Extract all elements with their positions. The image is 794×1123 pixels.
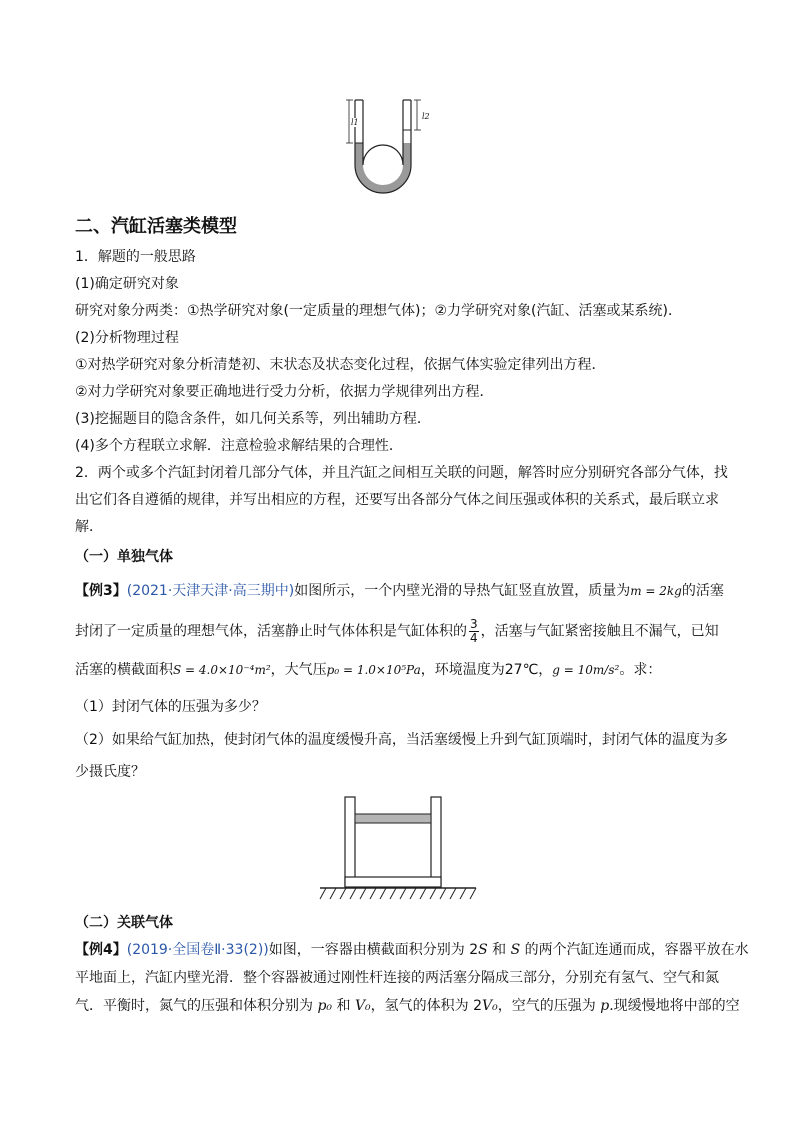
example4-source: (2019·全国卷Ⅱ·33(2)) [126,942,269,958]
text-line: (2)分析物理过程 [75,330,179,346]
subheading-single-gas: （一）单独气体 [75,549,173,565]
example3-line3 [75,660,661,680]
question-1: （1）封闭气体的压强为多少？ [75,699,266,715]
variable-s: S [478,942,488,958]
text-line: (3)挖掘题目的隐含条件，如几何关系等，列出辅助方程． [75,411,431,427]
text-line: 研究对象分两类：①热学研究对象(一定质量的理想气体)；②力学研究对象(汽缸、活塞或某系统)． [75,303,682,319]
question-2-line2: 少摄氏度？ [75,764,145,780]
text-line: ②对力学研究对象要正确地进行受力分析，依据力学规律列出方程． [75,384,494,400]
variable-v0: V₀ [482,998,498,1014]
text: ，活塞与气缸紧密接触且不漏气，已知 [480,623,719,640]
fraction-three-quarters [469,618,479,645]
text: 和 [487,942,511,958]
variable-v0: V₀ [354,998,371,1014]
text: ，环境温度为27℃， [420,662,553,678]
text: 封闭了一定质量的理想气体，活塞静止时气体体积是气缸体积的 [75,623,467,640]
fraction-numerator: 3 [470,617,478,631]
text: 的两个汽缸连通而成，容器平放在水 [520,942,749,958]
text: 活塞的横截面积 [75,662,173,678]
text: 。求： [619,662,662,678]
section-heading: 二、汽缸活塞类模型 [75,216,237,237]
example3-line2 [75,618,719,645]
text-line: ①对热学研究对象分析清楚初、末状态及状态变化过程，依据气体实验定律列出方程． [75,357,606,373]
text: ，空气的压强为 [497,998,601,1014]
gravity-formula: g = 10m/s² [552,663,620,677]
example4-line1 [75,940,749,960]
variable-p: p [600,998,610,1014]
variable-s: S [510,942,521,958]
text: ，氢气的体积为 2 [370,998,483,1014]
example3-source: (2021·天津天津·高三期中) [126,583,295,599]
utube-label-l2: l2 [422,112,430,121]
mass-formula: m = 2kg [630,584,682,598]
u-tube-figure [345,95,445,205]
text-line: 2．两个或多个汽缸封闭着几部分气体，并且汽缸之间相互关联的问题，解答时应分别研究各部分气体，找 [75,465,728,481]
variable-p0: p₀ [317,998,333,1014]
pressure-formula: p₀ = 1.0×10⁵Pa [326,663,421,677]
text-line: (1)确定研究对象 [75,276,179,292]
text: 的活塞 [681,583,724,599]
utube-label-l1: l1 [351,118,359,127]
example4-tag: 【例4】 [75,942,127,958]
text-line: (4)多个方程联立求解．注意检验求解结果的合理性． [75,438,403,454]
text: 如图所示，一个内壁光滑的导热气缸竖直放置，质量为 [294,583,631,599]
example3-tag: 【例3】 [75,583,127,599]
cylinder-figure [318,795,478,903]
example4-line3 [75,996,740,1016]
text-line: 1．解题的一般思路 [75,249,196,265]
example4-line2: 平地面上，汽缸内壁光滑．整个容器被通过刚性杆连接的两活塞分隔成三部分，分别充有氢气、空气和氮 [75,970,719,986]
text: .现缓慢地将中部的空 [609,998,740,1014]
fraction-denominator: 4 [470,631,478,645]
example3-line1 [75,581,724,601]
subheading-linked-gas: （二）关联气体 [75,915,173,931]
question-2-line1: （2）如果给气缸加热，使封闭气体的温度缓慢升高，当活塞缓慢上升到气缸顶端时，封闭气体的温度为多 [75,732,728,748]
area-formula: S = 4.0×10⁻⁴m² [173,663,271,677]
text: 和 [332,998,355,1014]
text: ，大气压 [270,662,327,678]
text-line: 出它们各自遵循的规律，并写出相应的方程，还要写出各部分气体之间压强或体积的关系式，最后联立求 [75,492,719,508]
text-line: 解． [75,519,103,535]
text: 气．平衡时，氮气的压强和体积分别为 [75,998,318,1014]
text: 如图，一容器由横截面积分别为 2 [268,942,479,958]
